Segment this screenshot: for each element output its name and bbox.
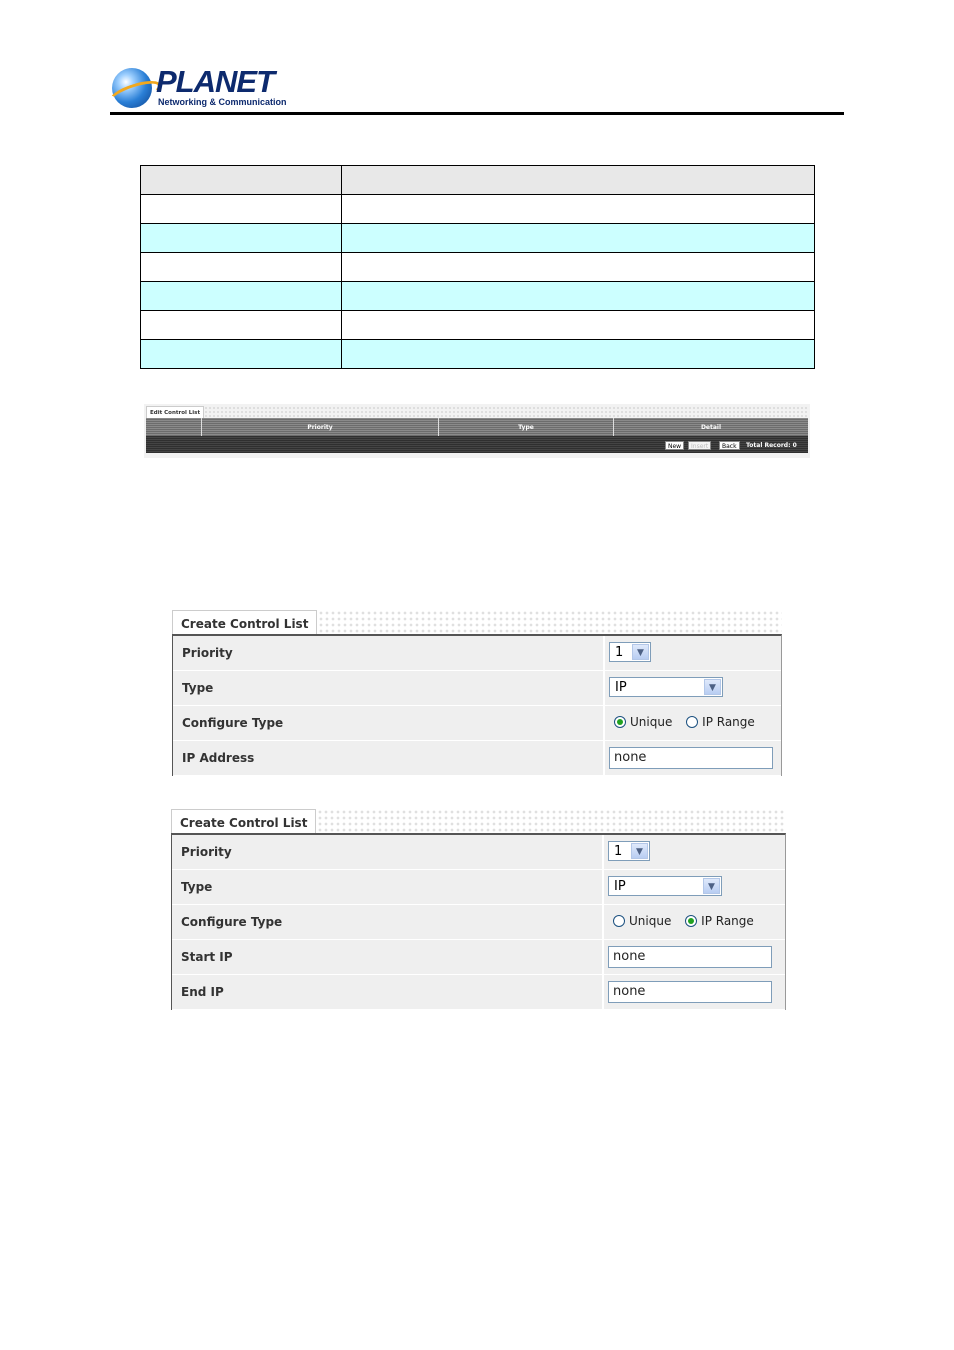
type-select-value: IP <box>614 879 626 894</box>
globe-icon <box>112 68 152 108</box>
form-body <box>172 634 782 776</box>
panel-tab: Create Control List <box>172 610 317 635</box>
form-row-ip-address <box>173 741 781 776</box>
form-row-priority <box>173 636 781 671</box>
priority-select-value: 1 <box>614 844 623 859</box>
configure-type-radio-group <box>613 914 764 928</box>
logo-tagline: Networking & Communication <box>158 97 287 107</box>
configure-type-label: Configure Type <box>182 716 284 730</box>
radio-unique[interactable] <box>613 915 625 927</box>
form-row-type <box>173 671 781 706</box>
radio-option-unique[interactable]: Unique <box>614 715 672 729</box>
type-select[interactable] <box>609 677 723 697</box>
radio-unique-selected[interactable] <box>614 716 626 728</box>
logo-brand: PLANET <box>156 64 274 99</box>
table-row <box>141 311 815 340</box>
tab-dots-decoration <box>204 406 808 418</box>
list-footer <box>146 436 808 453</box>
ip-address-label: IP Address <box>182 751 255 765</box>
form-row-end-ip <box>172 975 785 1010</box>
radio-option-ip-range[interactable]: IP Range <box>685 914 754 928</box>
chevron-down-icon[interactable]: ▼ <box>704 679 721 695</box>
table-row <box>141 340 815 369</box>
table-row <box>141 224 815 253</box>
back-button[interactable]: Back <box>719 441 740 450</box>
type-label: Type <box>181 880 213 894</box>
list-header <box>146 418 808 436</box>
type-select[interactable] <box>608 876 722 896</box>
insert-button[interactable]: Insert <box>688 441 711 450</box>
radio-ip-range[interactable] <box>686 716 698 728</box>
configure-type-radio-group <box>614 715 765 729</box>
header-divider <box>110 112 844 115</box>
table-header-row <box>141 166 815 195</box>
form-row-start-ip <box>172 940 785 975</box>
panel-tab: Edit Control List <box>146 406 204 419</box>
chevron-down-icon[interactable]: ▼ <box>631 843 648 859</box>
form-row-priority <box>172 835 785 870</box>
start-ip-input[interactable]: none <box>608 946 772 968</box>
new-button[interactable]: New <box>665 441 684 450</box>
priority-label: Priority <box>181 845 232 859</box>
column-type: Type <box>439 418 614 436</box>
priority-select-value: 1 <box>615 645 624 660</box>
column-spacer <box>146 418 202 436</box>
table-row <box>141 253 815 282</box>
form-row-configure-type <box>173 706 781 741</box>
type-label: Type <box>182 681 214 695</box>
table-row <box>141 195 815 224</box>
create-control-list-unique <box>172 610 782 780</box>
tab-dots-decoration <box>317 809 786 833</box>
configure-type-label: Configure Type <box>181 915 283 929</box>
info-table <box>140 165 815 369</box>
chevron-down-icon[interactable]: ▼ <box>703 878 720 894</box>
table-row <box>141 282 815 311</box>
radio-option-ip-range[interactable]: IP Range <box>686 715 755 729</box>
column-priority: Priority <box>202 418 439 436</box>
create-control-list-range <box>171 809 786 1013</box>
panel-tab: Create Control List <box>171 809 316 834</box>
edit-control-list-panel <box>144 404 810 458</box>
end-ip-label: End IP <box>181 985 224 999</box>
chevron-down-icon[interactable]: ▼ <box>632 644 649 660</box>
type-select-value: IP <box>615 680 627 695</box>
form-row-configure-type <box>172 905 785 940</box>
priority-label: Priority <box>182 646 233 660</box>
ip-address-input[interactable]: none <box>609 747 773 769</box>
radio-ip-range-selected[interactable] <box>685 915 697 927</box>
planet-logo <box>112 64 287 110</box>
end-ip-input[interactable]: none <box>608 981 772 1003</box>
priority-select[interactable] <box>609 642 651 662</box>
priority-select[interactable] <box>608 841 650 861</box>
form-row-type <box>172 870 785 905</box>
tab-dots-decoration <box>318 610 782 634</box>
form-body <box>171 833 786 1010</box>
column-detail: Detail <box>700 424 722 431</box>
start-ip-label: Start IP <box>181 950 233 964</box>
total-record-count: Total Record: 0 <box>746 442 797 449</box>
radio-option-unique[interactable]: Unique <box>613 914 671 928</box>
